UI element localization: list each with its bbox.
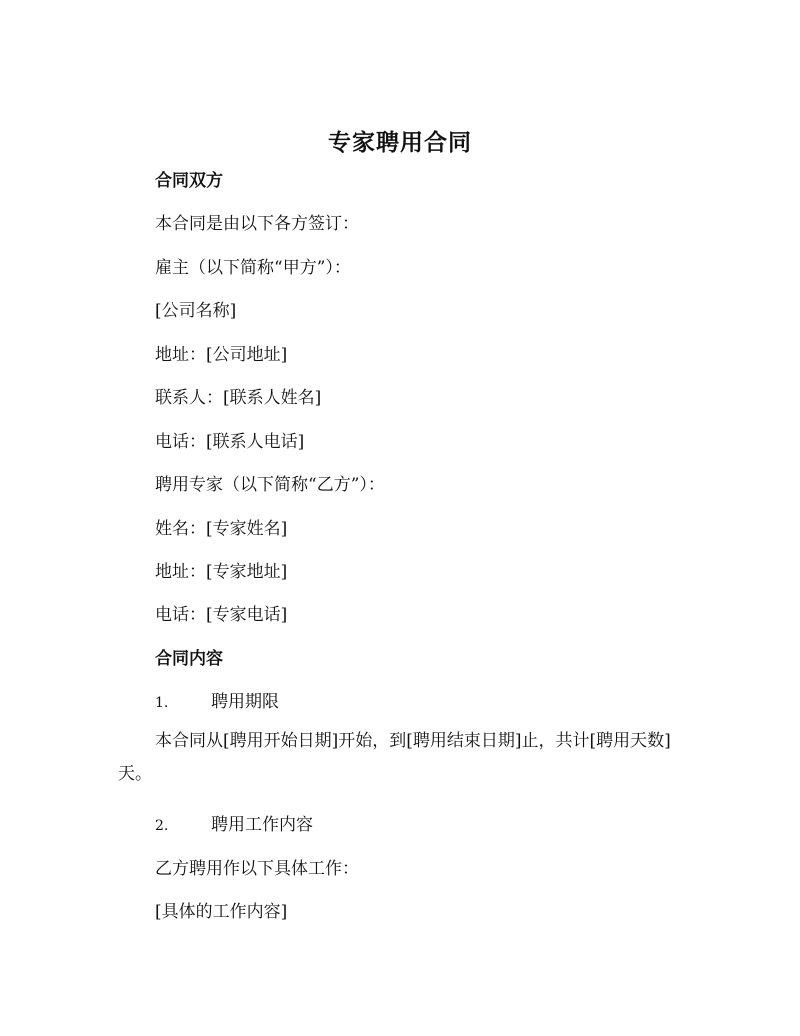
item-1-number: 1. bbox=[155, 695, 169, 711]
company-address: 地址：[公司地址] bbox=[155, 345, 288, 365]
item-1-title: 聘用期限 bbox=[211, 692, 279, 712]
item-2-intro: 乙方聘用作以下具体工作： bbox=[155, 859, 359, 879]
section-heading-parties: 合同双方 bbox=[155, 171, 223, 191]
expert-phone: 电话：[专家电话] bbox=[155, 605, 288, 625]
intro-text: 本合同是由以下各方签订： bbox=[155, 214, 359, 234]
contact-person: 联系人：[联系人姓名] bbox=[155, 388, 322, 408]
expert-address: 地址：[专家地址] bbox=[155, 562, 288, 582]
employer-label: 雇主（以下简称“甲方”）： bbox=[155, 258, 351, 278]
item-2-number: 2. bbox=[155, 818, 169, 834]
document-title: 专家聘用合同 bbox=[328, 129, 472, 156]
section-heading-content: 合同内容 bbox=[155, 649, 223, 669]
company-name: [公司名称] bbox=[155, 301, 237, 321]
contact-phone: 电话：[联系人电话] bbox=[155, 432, 305, 452]
item-1-heading bbox=[155, 687, 279, 712]
item-2-heading bbox=[155, 810, 313, 835]
item-1-paragraph: 本合同从[聘用开始日期]开始，到[聘用结束日期]止，共计[聘用天数]天。 bbox=[118, 731, 671, 784]
item-2-content: [具体的工作内容] bbox=[155, 902, 288, 922]
expert-label: 聘用专家（以下简称“乙方”）： bbox=[155, 475, 385, 495]
expert-name: 姓名：[专家姓名] bbox=[155, 519, 288, 539]
item-2-title: 聘用工作内容 bbox=[211, 815, 313, 835]
